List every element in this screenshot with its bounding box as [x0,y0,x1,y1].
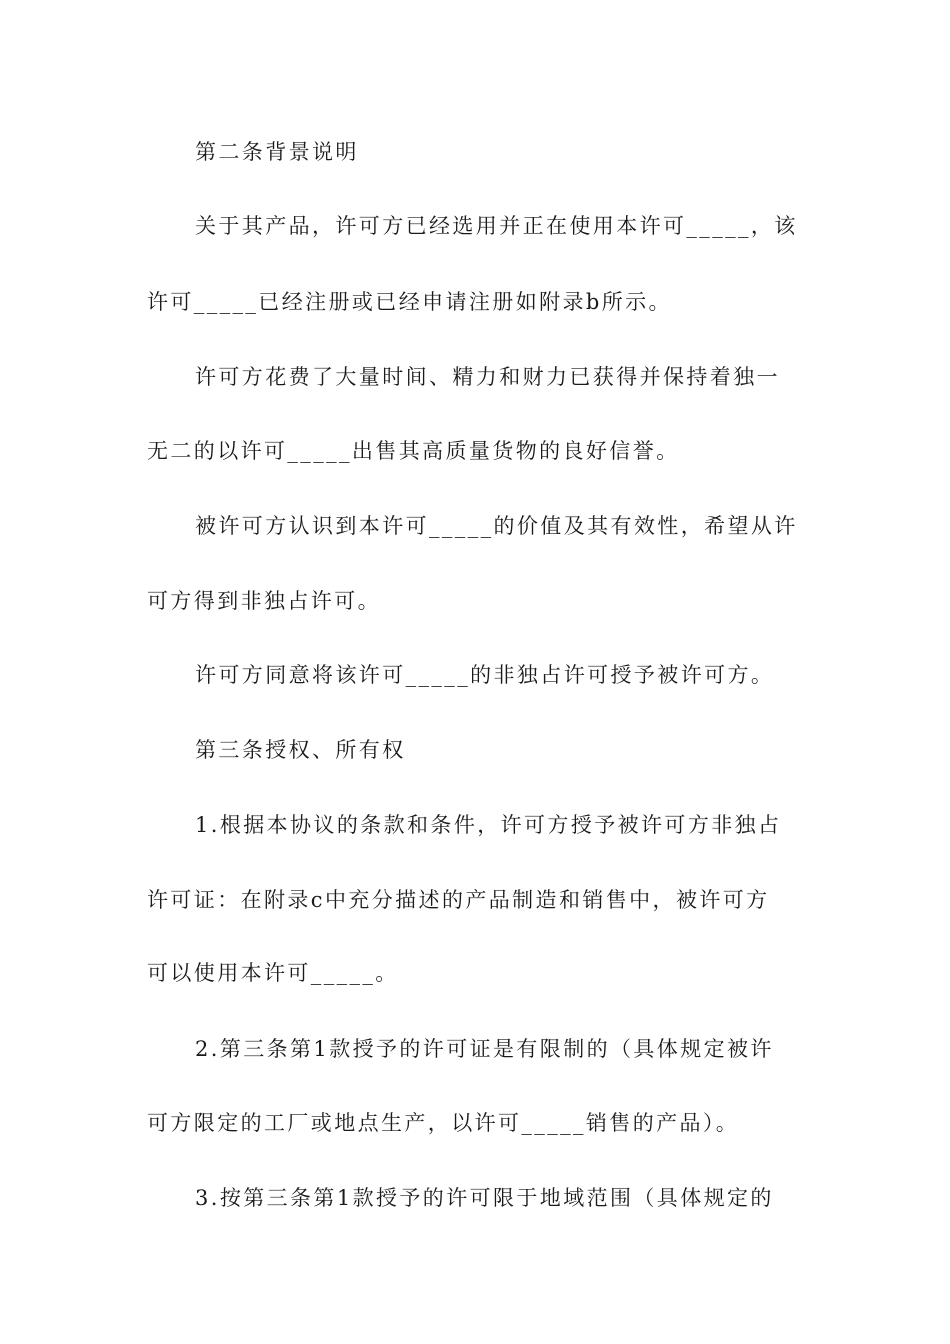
paragraph-line: 许可方花费了大量时间、精力和财力已获得并保持着独一 [195,365,780,389]
clause-line: 1.根据本协议的条款和条件，许可方授予被许可方非独占 [195,813,782,837]
clause-line: 2.第三条第1款授予的许可证是有限制的（具体规定被许 [195,1037,774,1061]
section-heading-3: 第三条授权、所有权 [195,738,406,762]
clause-line: 许可证：在附录c中充分描述的产品制造和销售中，被许可方 [147,888,770,912]
paragraph-line: 可方得到非独占许可。 [147,589,381,613]
clause-line: 可以使用本许可_____。 [147,961,399,985]
clause-line: 3.按第三条第1款授予的许可限于地域范围（具体规定的 [195,1186,774,1210]
paragraph-line: 许可_____已经注册或已经申请注册如附录b所示。 [147,290,672,314]
clause-line: 可方限定的工厂或地点生产，以许可_____销售的产品）。 [147,1111,740,1135]
paragraph-line: 关于其产品，许可方已经选用并正在使用本许可_____，该 [195,214,798,238]
paragraph-line: 被许可方认识到本许可_____的价值及其有效性，希望从许 [195,514,798,538]
section-heading-2: 第二条背景说明 [195,140,359,164]
paragraph-line: 许可方同意将该许可_____的非独占许可授予被许可方。 [195,663,775,687]
paragraph-line: 无二的以许可_____出售其高质量货物的良好信誉。 [147,439,680,463]
